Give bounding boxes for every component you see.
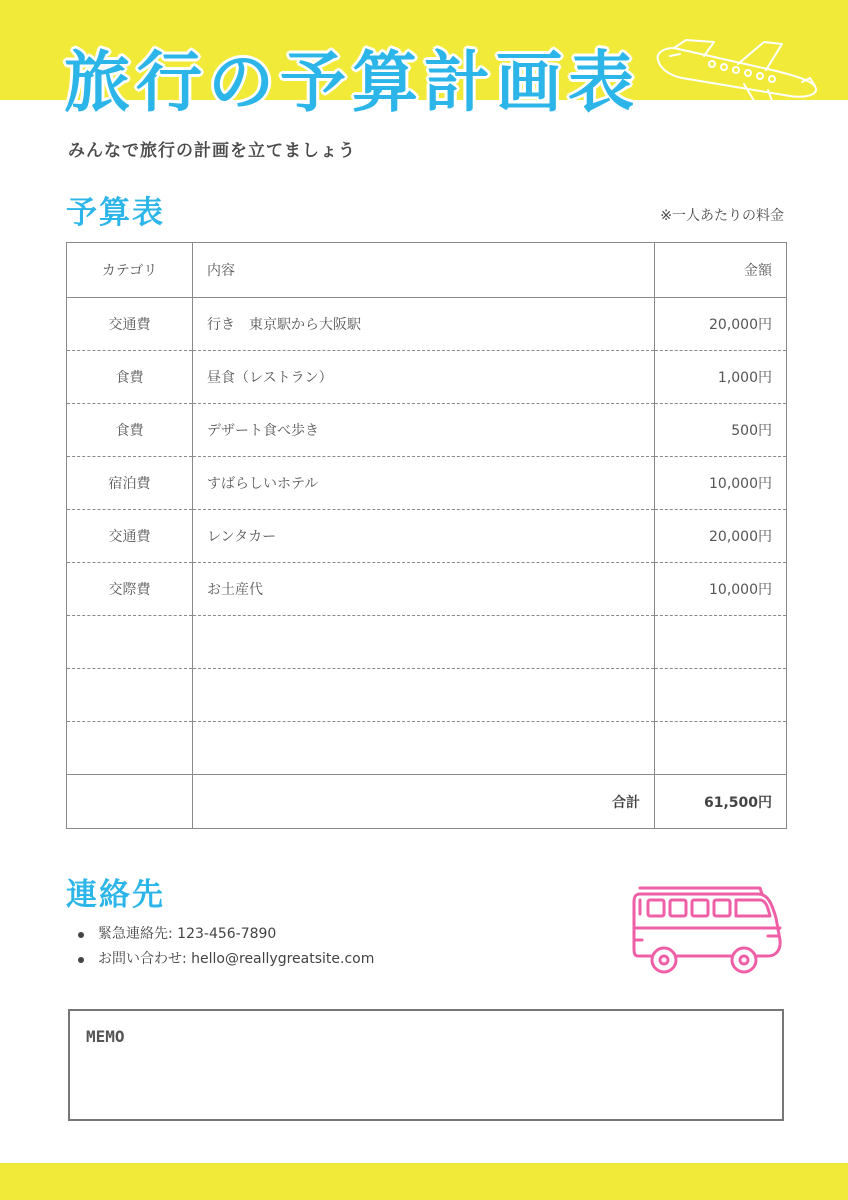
category-cell [67,616,193,669]
total-label: 合計 [193,775,655,829]
inquiry-contact: お問い合わせ: hello@reallygreatsite.com [78,947,374,972]
budget-heading: 予算表 [66,195,165,231]
amount-cell: 20,000円 [655,510,787,563]
content-cell [193,722,655,775]
category-cell [67,669,193,722]
contact-heading: 連絡先 [66,877,165,913]
category-cell: 交通費 [67,510,193,563]
contact-list [78,922,374,972]
content-cell: 昼食（レストラン） [193,351,655,404]
budget-table [66,242,787,829]
table-row [67,351,787,404]
amount-cell [655,722,787,775]
amount-cell: 500円 [655,404,787,457]
content-cell: レンタカー [193,510,655,563]
bus-icon [630,884,784,976]
total-row [67,775,787,829]
table-row [67,457,787,510]
table-header-row [67,243,787,298]
per-person-note: ※一人あたりの料金 [660,208,784,224]
total-empty-cell [67,775,193,829]
emergency-contact: 緊急連絡先: 123-456-7890 [78,922,374,947]
amount-cell: 10,000円 [655,457,787,510]
memo-label: MEMO [86,1027,125,1046]
page-title: 旅行の予算計画表 [64,44,640,121]
amount-cell: 1,000円 [655,351,787,404]
table-row-empty [67,722,787,775]
amount-cell: 10,000円 [655,563,787,616]
content-cell: 行き 東京駅から大阪駅 [193,298,655,351]
category-cell: 交通費 [67,298,193,351]
table-row-empty [67,616,787,669]
content-cell: お土産代 [193,563,655,616]
column-header-content: 内容 [193,243,655,298]
table-row [67,510,787,563]
bottom-yellow-band [0,1163,848,1200]
column-header-category: カテゴリ [67,243,193,298]
table-row [67,404,787,457]
category-cell: 食費 [67,404,193,457]
airplane-icon [652,30,822,110]
content-cell [193,669,655,722]
table-row [67,298,787,351]
column-header-amount: 金額 [655,243,787,298]
table-row [67,563,787,616]
content-cell [193,616,655,669]
amount-cell [655,616,787,669]
page-subtitle: みんなで旅行の計画を立てましょう [68,141,356,161]
total-amount: 61,500円 [655,775,787,829]
amount-cell [655,669,787,722]
content-cell: デザート食べ歩き [193,404,655,457]
category-cell: 交際費 [67,563,193,616]
category-cell [67,722,193,775]
content-cell: すばらしいホテル [193,457,655,510]
category-cell: 宿泊費 [67,457,193,510]
category-cell: 食費 [67,351,193,404]
amount-cell: 20,000円 [655,298,787,351]
table-row-empty [67,669,787,722]
memo-box[interactable] [68,1009,784,1121]
